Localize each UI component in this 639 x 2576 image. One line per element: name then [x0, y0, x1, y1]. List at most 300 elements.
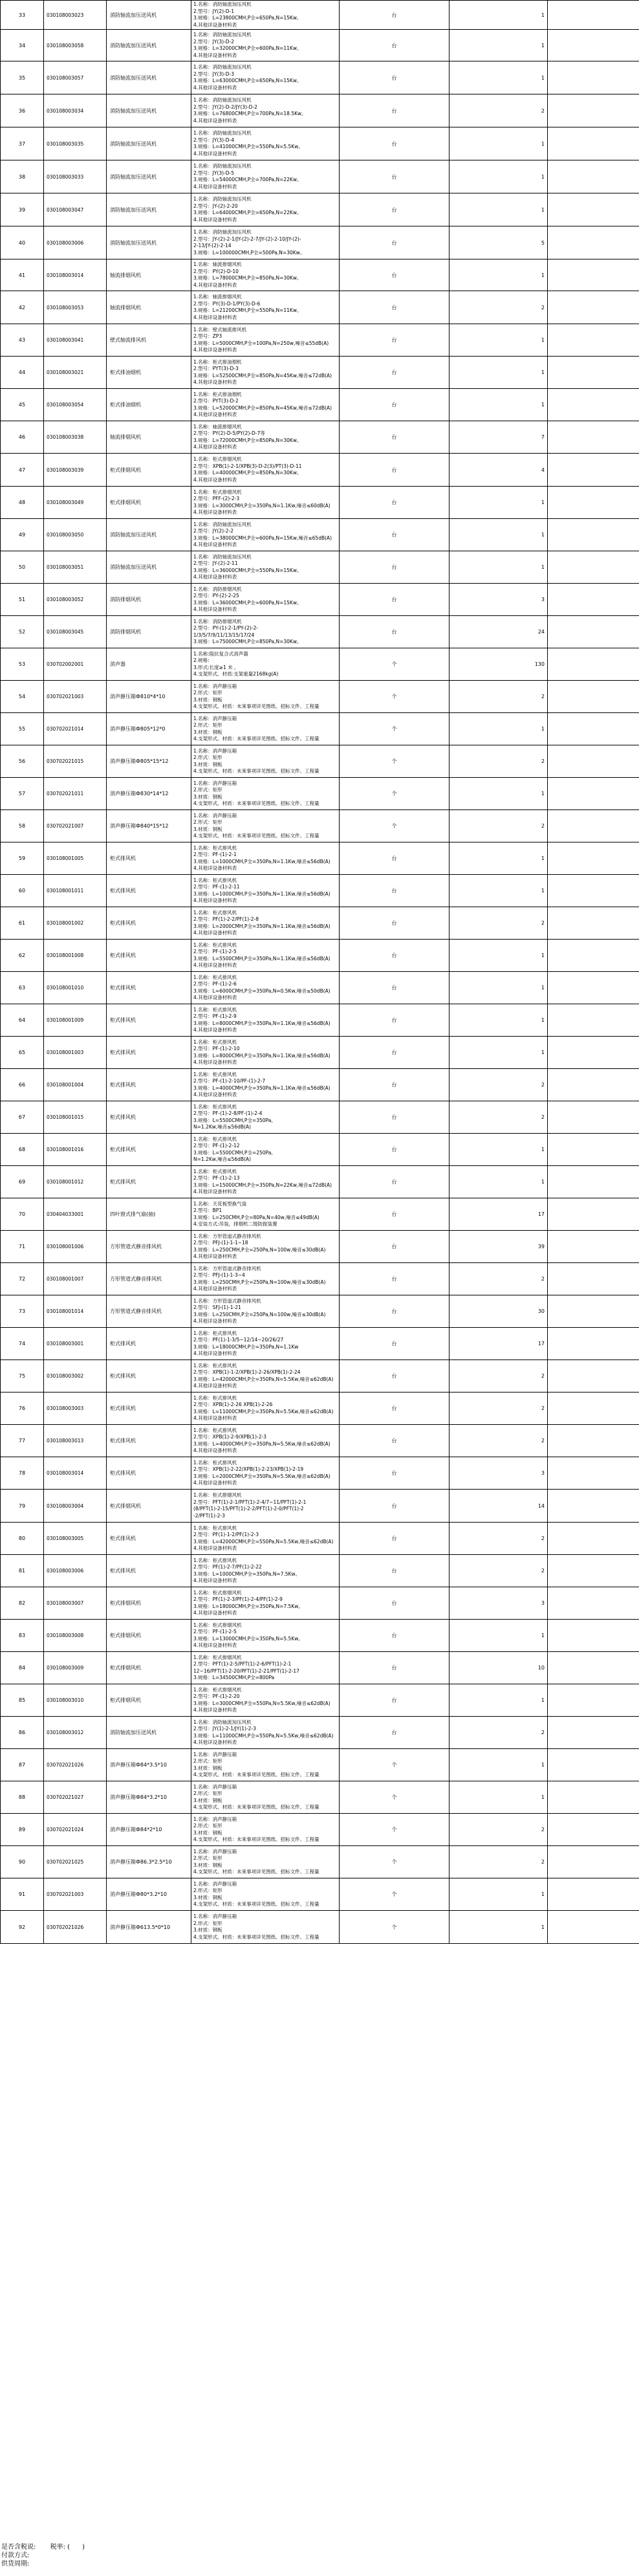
- feature-line: 3.规格：L=38000CMH,P全=600Pa,N=15Kw,噪音≤65dB(A): [193, 534, 332, 541]
- feature-line: 4.其他详设备材料表: [193, 1027, 237, 1033]
- table-row: [1, 1328, 639, 1360]
- table-row: [1, 1652, 639, 1684]
- feature-line: 2.型号：PF(1)-1-2/PF(1)-2-3: [193, 1532, 259, 1537]
- item-remark: [548, 1393, 639, 1425]
- table-row: [1, 1393, 639, 1425]
- item-name: 柜式排风机: [107, 875, 191, 907]
- item-unit: 台: [340, 551, 449, 584]
- item-number: 67: [1, 1101, 44, 1134]
- feature-line: 3.规格：L=250CMH,P全=250Pa,N=100w,噪音≤30dB(A): [193, 1311, 326, 1317]
- item-unit: 台: [340, 61, 449, 94]
- feature-line: 3.规格：L=11000CMH,P全=350Pa,N=5.5Kw,噪音≤62dB(A): [193, 1408, 334, 1415]
- feature-line: 4.其他详设备材料表: [193, 1253, 237, 1259]
- feature-line: 2.型号：PF-(1)-2-10: [193, 1046, 240, 1051]
- item-quantity: 1: [449, 487, 548, 519]
- table-row: [1, 1134, 639, 1166]
- feature-line: 1.名称：柜式排风机: [193, 909, 237, 916]
- item-quantity: 1: [449, 30, 548, 61]
- feature-line: 4.支架形式、材质：未來事项详见图纸、招标文件、工程量: [193, 768, 320, 774]
- item-code: 030108003050: [44, 519, 107, 551]
- item-number: 56: [1, 745, 44, 778]
- item-unit: 台: [340, 127, 449, 160]
- feature-line: 2.型号：PF-(1)-2-5: [193, 949, 237, 954]
- feature-line: N=1.2Kw,噪音≤56dB(A): [193, 1124, 251, 1130]
- item-unit: 台: [340, 584, 449, 616]
- item-number: 64: [1, 1004, 44, 1037]
- item-quantity: 17: [449, 1328, 548, 1360]
- item-features: [191, 30, 340, 61]
- table-row: [1, 778, 639, 810]
- table-row: [1, 1555, 639, 1587]
- item-features: [191, 1393, 340, 1425]
- item-quantity: 1: [449, 1166, 548, 1198]
- feature-line: 3.材质：钢板: [193, 696, 222, 703]
- feature-line: 3.规格：L=250CMH,P全=80Pa,N=40w,噪音≤49dB(A): [193, 1214, 320, 1220]
- item-code: 030108001009: [44, 1004, 107, 1037]
- feature-line: 4.支架形式、材质：未來事项详见图纸、招标文件、工程量: [193, 1933, 320, 1940]
- item-features: [191, 1295, 340, 1328]
- item-remark: [548, 1684, 639, 1717]
- item-name: 消防轴流加压送风机: [107, 226, 191, 259]
- feature-line: 2.型号：PY(3)-D-1/PY(3)-D-6: [193, 300, 261, 307]
- item-name: 方形管道式静音排风机: [107, 1263, 191, 1295]
- item-unit: 台: [340, 1652, 449, 1684]
- item-features: [191, 1198, 340, 1231]
- feature-line: 2.型号：PF(1)-2-3/PF(1)-2-4/PF(1)-2-9: [193, 1596, 283, 1602]
- feature-line: 3.规格：L=18000CMH,P全=350Pa,N=1.1Kw: [193, 1343, 299, 1350]
- item-unit: 个: [340, 1911, 449, 1944]
- feature-line: 3.规格：L=1000CMH,P全=350Pa,N=1.1Kw,噪音≤56dB(A): [193, 858, 330, 864]
- item-quantity: 3: [449, 1457, 548, 1490]
- item-quantity: 2: [449, 1846, 548, 1878]
- table-row: [1, 30, 639, 61]
- feature-line: 4.其他详设备材料表: [193, 542, 237, 547]
- item-name: 消防排烟风机: [107, 584, 191, 616]
- item-code: 030108001015: [44, 1101, 107, 1134]
- item-number: 49: [1, 519, 44, 551]
- item-code: 030702021026: [44, 1749, 107, 1781]
- item-number: 41: [1, 259, 44, 291]
- item-name: 柜式排烟风机: [107, 454, 191, 487]
- feature-line: 1.名称：消声静压箱: [193, 1816, 237, 1822]
- feature-line: 4.其他详设备材料表: [193, 1092, 237, 1097]
- feature-line: 4.其他详设备材料表: [193, 150, 237, 157]
- item-number: 78: [1, 1457, 44, 1490]
- table-row: [1, 1, 639, 30]
- feature-line: 3.规格：L=52500CMH,P全=850Pa,N=45Kw,噪音≤72dB(A): [193, 372, 332, 379]
- item-number: 53: [1, 648, 44, 681]
- item-features: [191, 324, 340, 357]
- item-code: 030108003051: [44, 551, 107, 584]
- item-features: [191, 1360, 340, 1393]
- item-features: [191, 1328, 340, 1360]
- feature-line: 3.规格：L=42000CMH,P全=350Pa,N=5.5Kw,噪音≤62dB(A): [193, 1376, 334, 1382]
- item-number: 84: [1, 1652, 44, 1684]
- item-code: 030108001012: [44, 1166, 107, 1198]
- item-features: [191, 1166, 340, 1198]
- item-number: 71: [1, 1231, 44, 1263]
- item-name: 柜式排风机: [107, 940, 191, 972]
- item-remark: [548, 1166, 639, 1198]
- item-number: 39: [1, 193, 44, 226]
- item-remark: [548, 1587, 639, 1620]
- feature-line: 4.其他详设备材料表: [193, 412, 237, 417]
- item-quantity: 1: [449, 1878, 548, 1911]
- item-features: [191, 1263, 340, 1295]
- item-code: 030108003008: [44, 1620, 107, 1652]
- feature-line: 4.其他详设备材料表: [193, 1318, 237, 1324]
- item-features: [191, 1684, 340, 1717]
- item-remark: [548, 1749, 639, 1781]
- item-remark: [548, 1263, 639, 1295]
- item-remark: [548, 389, 639, 421]
- item-quantity: 2: [449, 1263, 548, 1295]
- table-row: [1, 1295, 639, 1328]
- feature-line: 3.规格：L=3000CMH,P全=550Pa,N=5.5Kw,噪音≤62dB(A): [193, 1700, 330, 1706]
- feature-line: 1.名称：方形管道式静音排风机: [193, 1233, 261, 1239]
- item-unit: 台: [340, 1587, 449, 1620]
- item-quantity: 2: [449, 810, 548, 842]
- feature-line: 4.其他详设备材料表: [193, 1350, 237, 1356]
- feature-line: 1.名称：柜式排烟风机: [193, 456, 242, 462]
- item-quantity: 1: [449, 127, 548, 160]
- feature-line: 1.名称：柜式排风机: [193, 1039, 237, 1045]
- item-unit: 台: [340, 1523, 449, 1555]
- feature-line: 3.规格：L=54000CMH,P全=700Pa,N=22Kw。: [193, 177, 302, 182]
- item-quantity: 1: [449, 1749, 548, 1781]
- item-remark: [548, 1878, 639, 1911]
- feature-line: 1.名称：柜式排风机: [193, 877, 237, 883]
- item-name: 消声静压箱Ф86.3*2.5*10: [107, 1846, 191, 1878]
- table-row: [1, 584, 639, 616]
- table-row: [1, 94, 639, 127]
- item-number: 83: [1, 1620, 44, 1652]
- item-features: [191, 1587, 340, 1620]
- tax-info: 是否含税说: 税率: ( ): [1, 2544, 85, 2551]
- item-unit: 台: [340, 389, 449, 421]
- item-code: 030108003013: [44, 1425, 107, 1457]
- item-features: [191, 713, 340, 745]
- feature-line: 1.名称：消声静压箱: [193, 683, 237, 689]
- feature-line: 2.形式：矩形: [193, 1888, 222, 1893]
- item-number: 75: [1, 1360, 44, 1393]
- item-name: 柜式排风机: [107, 1457, 191, 1490]
- feature-line: 2.形式：矩形: [193, 1790, 222, 1796]
- feature-line: 2.形式：矩形: [193, 1855, 222, 1861]
- item-features: [191, 160, 340, 193]
- item-quantity: 2: [449, 291, 548, 324]
- item-code: 030702021007: [44, 810, 107, 842]
- item-remark: [548, 259, 639, 291]
- item-features: [191, 1490, 340, 1523]
- item-name: 消声静压箱Ф805*15*12: [107, 745, 191, 778]
- feature-line: 1.名称：柜式排油烟机: [193, 391, 242, 397]
- item-name: 消防轴流加压送风机: [107, 1717, 191, 1749]
- item-code: 030108003002: [44, 1360, 107, 1393]
- item-code: 030702021003: [44, 1878, 107, 1911]
- item-name: 消防轴流加压送风机: [107, 61, 191, 94]
- item-code: 030108003010: [44, 1684, 107, 1717]
- feature-line: 1.名称：轴流排烟风机: [193, 423, 242, 430]
- feature-line: 3.材质：钢板: [193, 793, 222, 800]
- item-remark: [548, 1198, 639, 1231]
- item-features: [191, 1846, 340, 1878]
- item-code: 030108003009: [44, 1652, 107, 1684]
- item-code: 030108003034: [44, 94, 107, 127]
- item-remark: [548, 226, 639, 259]
- table-row: [1, 357, 639, 389]
- feature-line: 1.名称：消声静压箱: [193, 780, 237, 786]
- item-code: 030702021026: [44, 1911, 107, 1944]
- feature-line: 4.其他详设备材料表: [193, 1739, 237, 1745]
- item-code: 030702021027: [44, 1781, 107, 1814]
- item-features: [191, 778, 340, 810]
- feature-line: 2.型号：JY(3)-D-3: [193, 71, 235, 77]
- item-remark: [548, 616, 639, 648]
- item-quantity: 1: [449, 842, 548, 875]
- feature-line: 3.规格：L=100000CMH,P全=500Pa,N=30Kw。: [193, 249, 305, 256]
- feature-line: 2.型号：JY(2)-2-2: [193, 528, 234, 534]
- feature-line: 4.其他详设备材料表: [193, 347, 237, 353]
- item-unit: 个: [340, 1846, 449, 1878]
- feature-line: 4.其他详设备材料表: [193, 1448, 237, 1453]
- item-unit: 台: [340, 1295, 449, 1328]
- feature-line: 3.规格：L=13000CMH,P全=350Pa,N=5.5Kw。: [193, 1635, 303, 1642]
- item-remark: [548, 1037, 639, 1069]
- item-name: 轴流排烟风机: [107, 291, 191, 324]
- feature-line: 2.型号：PF-(1)-2-6: [193, 981, 237, 987]
- feature-line: 3.规格：L=75000CMH,P全=850Pa,N=30Kw。: [193, 639, 302, 644]
- item-unit: 台: [340, 193, 449, 226]
- feature-line: 4.其他详设备材料表: [193, 1642, 237, 1648]
- table-row: [1, 1814, 639, 1846]
- feature-line: N=1.2Kw,噪音≤56dB(A): [193, 1156, 251, 1162]
- item-unit: 台: [340, 160, 449, 193]
- item-quantity: 4: [449, 454, 548, 487]
- item-quantity: 1: [449, 778, 548, 810]
- table-row: [1, 1490, 639, 1523]
- feature-line: 2.型号：PY-(1)-2-1/PY-(2)-2-: [193, 625, 259, 631]
- table-row: [1, 454, 639, 487]
- item-number: 58: [1, 810, 44, 842]
- feature-line: 3.材质：钢板: [193, 1862, 222, 1868]
- feature-line: 3.材质：钢板: [193, 1765, 222, 1771]
- feature-line: 3.规格：L=36000CMH,P全=550Pa,N=15Kw。: [193, 567, 302, 573]
- item-features: [191, 1457, 340, 1490]
- item-number: 46: [1, 421, 44, 454]
- item-number: 51: [1, 584, 44, 616]
- feature-line: 2.型号：PY-(2)-2-25: [193, 593, 239, 599]
- feature-line: 2.形式：矩形: [193, 1823, 222, 1829]
- item-remark: [548, 324, 639, 357]
- feature-line: 3.规格：L=6000CMH,P全=350Pa,N=0.5Kw,噪音≤50dB(A): [193, 987, 330, 994]
- table-row: [1, 1263, 639, 1295]
- feature-line: 3.材质：钢板: [193, 1894, 222, 1900]
- item-name: 柜式排风机: [107, 842, 191, 875]
- item-remark: [548, 1360, 639, 1393]
- item-number: 40: [1, 226, 44, 259]
- item-name: 消防排烟风机: [107, 616, 191, 648]
- item-remark: [548, 519, 639, 551]
- item-features: [191, 1555, 340, 1587]
- item-unit: 台: [340, 1490, 449, 1523]
- feature-line: 1.名称：消防轴流加压风机: [193, 163, 252, 169]
- item-name: 消防轴流加压送风机: [107, 519, 191, 551]
- item-code: 030108003049: [44, 487, 107, 519]
- item-name: 消声器: [107, 648, 191, 681]
- item-unit: 台: [340, 1360, 449, 1393]
- item-unit: 台: [340, 324, 449, 357]
- item-features: [191, 1717, 340, 1749]
- item-name: 柜式排风机: [107, 1166, 191, 1198]
- feature-line: 4.支架形式、材质：未來事项详见图纸、招标文件、工程量: [193, 800, 320, 806]
- feature-line: 2.型号：PY(2)-D-10: [193, 268, 239, 274]
- item-name: 柜式排风机: [107, 1101, 191, 1134]
- item-number: 79: [1, 1490, 44, 1523]
- item-number: 43: [1, 324, 44, 357]
- item-quantity: 1: [449, 1004, 548, 1037]
- item-name: 柜式排风机: [107, 1069, 191, 1101]
- item-unit: 个: [340, 1878, 449, 1911]
- table-row: [1, 1620, 639, 1652]
- feature-line: 3.规格：L=8000CMH,P全=350Pa,N=1.1Kw,噪音≤56dB(A): [193, 1052, 330, 1059]
- feature-line: 3.规格：L=4000CMH,P全=350Pa,N=1.1Kw,噪音≤56dB(A): [193, 1084, 330, 1091]
- feature-line: 3.规格：L=23800CMH,P全=650Pa,N=15Kw。: [193, 15, 302, 21]
- feature-line: 4.其他详设备材料表: [193, 1480, 237, 1486]
- item-number: 60: [1, 875, 44, 907]
- item-name: 消声静压箱Ф830*14*12: [107, 778, 191, 810]
- item-quantity: 1: [449, 713, 548, 745]
- feature-line: 4.支架形式、材质：未來事项详见图纸、招标文件、工程量: [193, 1901, 320, 1907]
- item-remark: [548, 193, 639, 226]
- item-number: 38: [1, 160, 44, 193]
- feature-line: 1.名称:阻抗复合式消声器: [193, 650, 248, 657]
- item-features: [191, 454, 340, 487]
- feature-line: 3.规格：L=5500CMH,P全=350Pa,: [193, 1117, 273, 1123]
- feature-line: 4.其他详设备材料表: [193, 606, 237, 612]
- table-row: [1, 1231, 639, 1263]
- item-name: 消防轴流加压送风机: [107, 30, 191, 61]
- item-number: 82: [1, 1587, 44, 1620]
- item-quantity: 2: [449, 1069, 548, 1101]
- item-remark: [548, 1911, 639, 1944]
- item-name: 柜式排风机: [107, 972, 191, 1004]
- item-remark: [548, 1523, 639, 1555]
- feature-line: 3.规格：L=250CMH,P全=250Pa,N=100w,噪音≤30dB(A): [193, 1279, 326, 1285]
- item-quantity: 2: [449, 1555, 548, 1587]
- feature-line: 2.型号：JY-(2)-2-20: [193, 203, 238, 209]
- item-features: [191, 291, 340, 324]
- feature-line: 2.型号：XPB(1)-2-1/XPB(3)-D-2(3)/PT(3)-D-11: [193, 463, 302, 469]
- feature-line: 4.支架形式、材质:支架重量2168kg(A): [193, 671, 279, 677]
- item-number: 85: [1, 1684, 44, 1717]
- item-name: 消防轴流加压送风机: [107, 127, 191, 160]
- feature-line: 2.型号：PF-(1)-2-20: [193, 1693, 240, 1699]
- item-remark: [548, 1231, 639, 1263]
- item-name: 柜式排烟风机: [107, 1684, 191, 1717]
- feature-line: 3.规格：L=1000CMH,P全=350Pa,N=1.1Kw,噪音≤56dB(A): [193, 890, 330, 897]
- feature-line: 2.形式：矩形: [193, 819, 222, 825]
- feature-line: 4.支架形式、材质：未來事项详见图纸、招标文件、工程量: [193, 1772, 320, 1778]
- feature-line: 1.名称：柜式排风机: [193, 1071, 237, 1077]
- item-unit: 台: [340, 907, 449, 940]
- item-number: 66: [1, 1069, 44, 1101]
- item-remark: [548, 1328, 639, 1360]
- item-code: 030108001007: [44, 1263, 107, 1295]
- item-name: 柜式排风机: [107, 1425, 191, 1457]
- item-number: 63: [1, 972, 44, 1004]
- feature-line: 4.支架形式、材质：未來事项详见图纸、招标文件、工程量: [193, 1836, 320, 1842]
- feature-line: 12~16/PFT(1)-2-20/PFT(1)-2-21/PFT(1)-2-17: [193, 1668, 299, 1674]
- item-unit: 台: [340, 1457, 449, 1490]
- item-unit: 台: [340, 1328, 449, 1360]
- feature-line: 3.规格：L=36000CMH,P全=600Pa,N=15Kw。: [193, 599, 302, 606]
- item-code: 030108003058: [44, 30, 107, 61]
- item-remark: [548, 940, 639, 972]
- item-quantity: 1: [449, 357, 548, 389]
- item-quantity: 2: [449, 681, 548, 713]
- item-features: [191, 1134, 340, 1166]
- feature-line: 1.名称：柜式排风机: [193, 1557, 237, 1563]
- item-name: 柜式排烟风机: [107, 1587, 191, 1620]
- item-code: 030702021015: [44, 745, 107, 778]
- item-name: 壁式轴流排风机: [107, 324, 191, 357]
- item-code: 030108003003: [44, 1393, 107, 1425]
- item-unit: 台: [340, 1231, 449, 1263]
- feature-line: 3.规格：L=11000CMH,P全=550Pa,N=5.5Kw,噪音≤62dB(A): [193, 1732, 334, 1739]
- item-features: [191, 193, 340, 226]
- item-quantity: 1: [449, 940, 548, 972]
- item-quantity: 1: [449, 1134, 548, 1166]
- item-code: 030108003001: [44, 1328, 107, 1360]
- item-unit: 台: [340, 1166, 449, 1198]
- item-features: [191, 259, 340, 291]
- feature-line: 3.规格：L=41000CMH,P全=550Pa,N=5.5Kw。: [193, 144, 303, 149]
- item-code: 030108003033: [44, 160, 107, 193]
- item-unit: 台: [340, 1198, 449, 1231]
- item-remark: [548, 745, 639, 778]
- item-unit: 个: [340, 745, 449, 778]
- feature-line: 3.材质：钢板: [193, 1829, 222, 1836]
- item-quantity: 1: [449, 389, 548, 421]
- item-number: 47: [1, 454, 44, 487]
- table-row: [1, 160, 639, 193]
- item-code: 030108001011: [44, 875, 107, 907]
- feature-line: 1.名称：消防排烟风机: [193, 618, 242, 624]
- item-unit: 台: [340, 1620, 449, 1652]
- feature-line: 2.形式：矩形: [193, 690, 222, 696]
- item-name: 方形管道式静音排风机: [107, 1231, 191, 1263]
- item-features: [191, 584, 340, 616]
- table-row: [1, 842, 639, 875]
- feature-line: 1.名称：柜式排风机: [193, 1427, 237, 1433]
- payment-method: 付款方式:: [1, 2552, 30, 2559]
- item-unit: 台: [340, 1069, 449, 1101]
- item-quantity: 2: [449, 1393, 548, 1425]
- item-name: 消防轴流加压送风机: [107, 551, 191, 584]
- feature-line: 3.规格：L=34500CMH,P全=800Pa: [193, 1675, 275, 1680]
- feature-line: 2.型号：PF-(1)-2-11: [193, 884, 240, 890]
- feature-line: 2.型号：PYT(3)-D-2: [193, 398, 239, 404]
- item-name: 柜式排烟风机: [107, 1490, 191, 1523]
- feature-line: 1.名称：柜式排风机: [193, 1394, 237, 1401]
- item-unit: 台: [340, 1555, 449, 1587]
- item-features: [191, 1231, 340, 1263]
- item-name: 柜式排风机: [107, 1037, 191, 1069]
- item-code: 030108003021: [44, 357, 107, 389]
- item-features: [191, 972, 340, 1004]
- item-quantity: 2: [449, 94, 548, 127]
